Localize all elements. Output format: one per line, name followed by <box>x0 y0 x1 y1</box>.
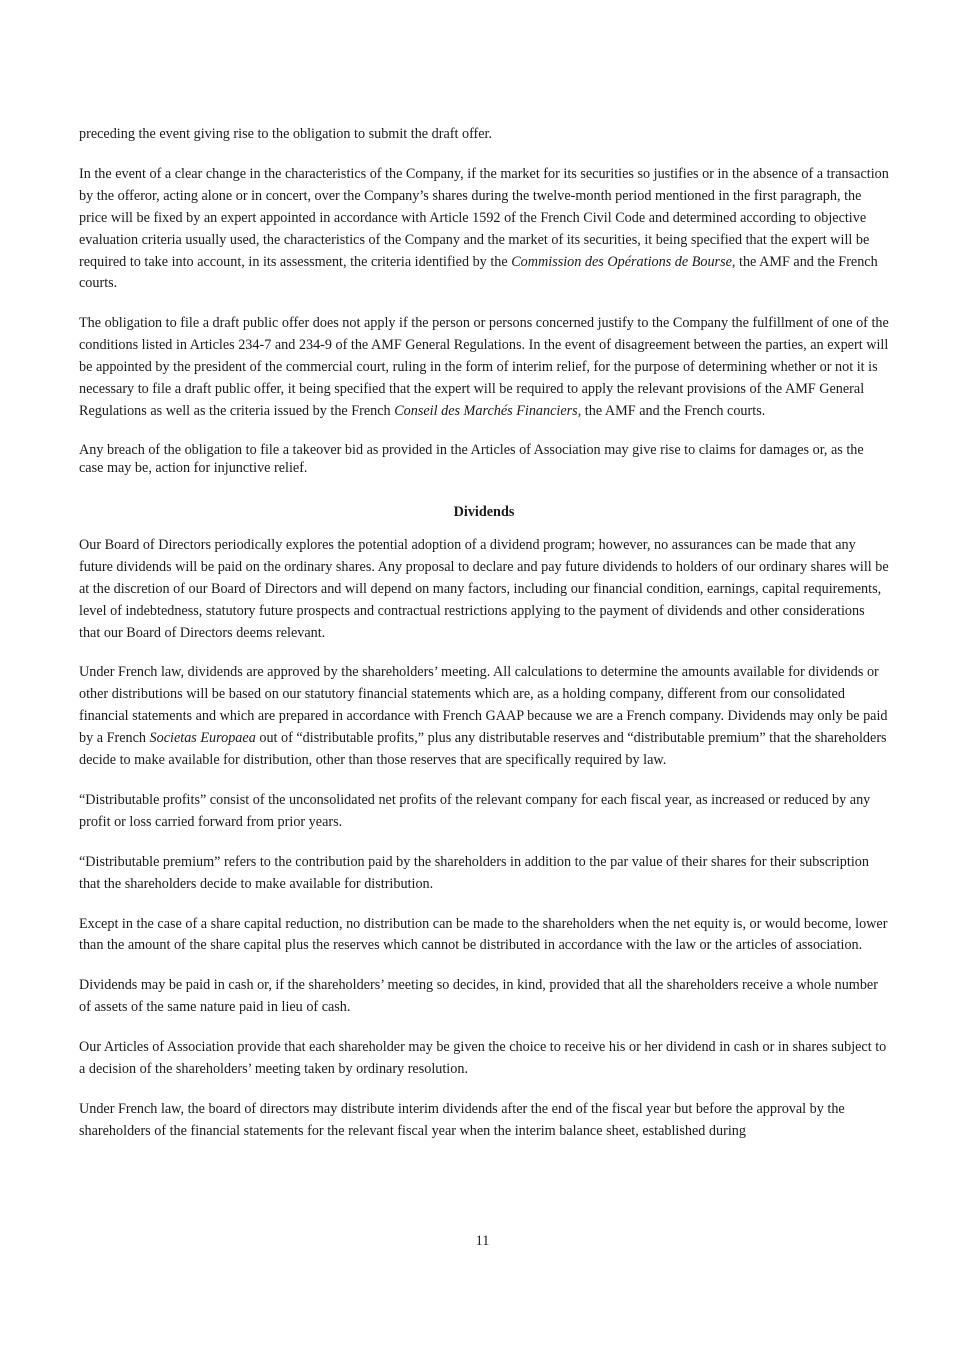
paragraph-dividend-program: Our Board of Directors periodically explores the potential adoption of a dividend program; however, no assurances can be made that any future dividends will be paid on the ordinary shares. Any proposal to declare and pay future dividends to holders of our ordinary shares will be at the discretion of our Board of Directors and will depend on many factors, including our financial condition, earnings, capital requirements, level of indebtedness, statutory future prospects and contractual restrictions applying to the payment of dividends and other considerations that our Board of Directors deems relevant. <box>79 536 889 641</box>
paragraph-dividend-choice: Our Articles of Association provide that each shareholder may be given the choice to receive his or her dividend in cash or in shares subject to a decision of the shareholders’ meeting taken by ordinary resolution. <box>79 1039 887 1078</box>
paragraph-text: The obligation to file a draft public offer does not apply if the person or persons concerned justify to the Company the fulfillment of one of the conditions listed in Articles 234-7 and 234-9 of the AMF General Regulations. In the event of disagreement between the parties, an expert will be appointed by the president of the commercial court, ruling in the form of interim relief, for the purpose of determining whether or not it is necessary to file a draft public offer, it being specified that the expert will be required to apply the relevant provisions of the AMF General Regulations as well as the criteria issued by the French <box>79 315 889 419</box>
paragraph-exemption <box>79 313 889 423</box>
paragraph-text: , the AMF and the French courts. <box>577 402 766 419</box>
page-number: 11 <box>475 1233 490 1249</box>
italic-term: Societas Europaea <box>149 730 256 747</box>
paragraph-text: out of “distributable profits,” plus any distributable reserves and “distributable premium” that the shareholders decide to make available for distribution, other than those reserves that are specifically required by law. <box>79 730 887 769</box>
paragraph-offer-obligation: preceding the event giving rise to the obligation to submit the draft offer. <box>79 126 493 142</box>
document-page <box>79 124 889 1143</box>
paragraph-distributable-profits: “Distributable profits” consist of the unconsolidated net profits of the relevant company for each fiscal year, as increased or reduced by any profit or loss carried forward from prior years. <box>79 791 871 830</box>
paragraph-payment-in-kind: Dividends may be paid in cash or, if the shareholders’ meeting so decides, in kind, provided that all the shareholders receive a whole number of assets of the same nature paid in lieu of cash. <box>79 977 878 1016</box>
section-heading-dividends: Dividends <box>453 503 515 520</box>
paragraph-capital-reduction: Except in the case of a share capital reduction, no distribution can be made to the shareholders when the net equity is, or would become, lower than the amount of the share capital plus the reserves which cannot be distributed in accordance with the law or the articles of association. <box>79 915 888 954</box>
paragraph-text: In the event of a clear change in the characteristics of the Company, if the market for its securities so justifies or in the absence of a transaction by the offeror, acting alone or in concert, over the Company’s shares during the twelve-month period mentioned in the first paragraph, the price will be fixed by an expert appointed in accordance with Article 1592 of the French Civil Code and determined according to objective evaluation criteria usually used, the characteristics of the Company and the market of its securities, it being specified that the expert will be required to take into account, in its assessment, the criteria identified by the <box>79 165 889 270</box>
paragraph-french-law-dividends <box>79 662 889 772</box>
paragraph-breach: Any breach of the obligation to file a takeover bid as provided in the Articles of Association may give rise to claims for damages or, as the case may be, action for injunctive relief. <box>79 441 864 476</box>
paragraph-interim-dividends: Under French law, the board of directors may distribute interim dividends after the end of the fiscal year but before the approval by the shareholders of the financial statements for the relevant fiscal year when the interim balance sheet, established during <box>79 1101 845 1139</box>
italic-term: Commission des Opérations de Bourse <box>511 253 732 270</box>
paragraph-text: , the AMF and the French courts. <box>79 253 878 292</box>
paragraph-text: Under French law, dividends are approved by the shareholders’ meeting. All calculations to determine the amounts available for dividends or other distributions will be based on our statutory financial statements which are, as a holding company, different from our consolidated financial statements and which are prepared in accordance with French GAAP because we are a French company. Dividends may only be paid by a French <box>79 664 888 747</box>
paragraph-price-expert <box>79 164 889 295</box>
italic-term: Conseil des Marchés Financiers <box>394 402 578 419</box>
paragraph-distributable-premium: “Distributable premium” refers to the contribution paid by the shareholders in addition to the par value of their shares for their subscription that the shareholders decide to make available for distribution. <box>79 853 869 892</box>
